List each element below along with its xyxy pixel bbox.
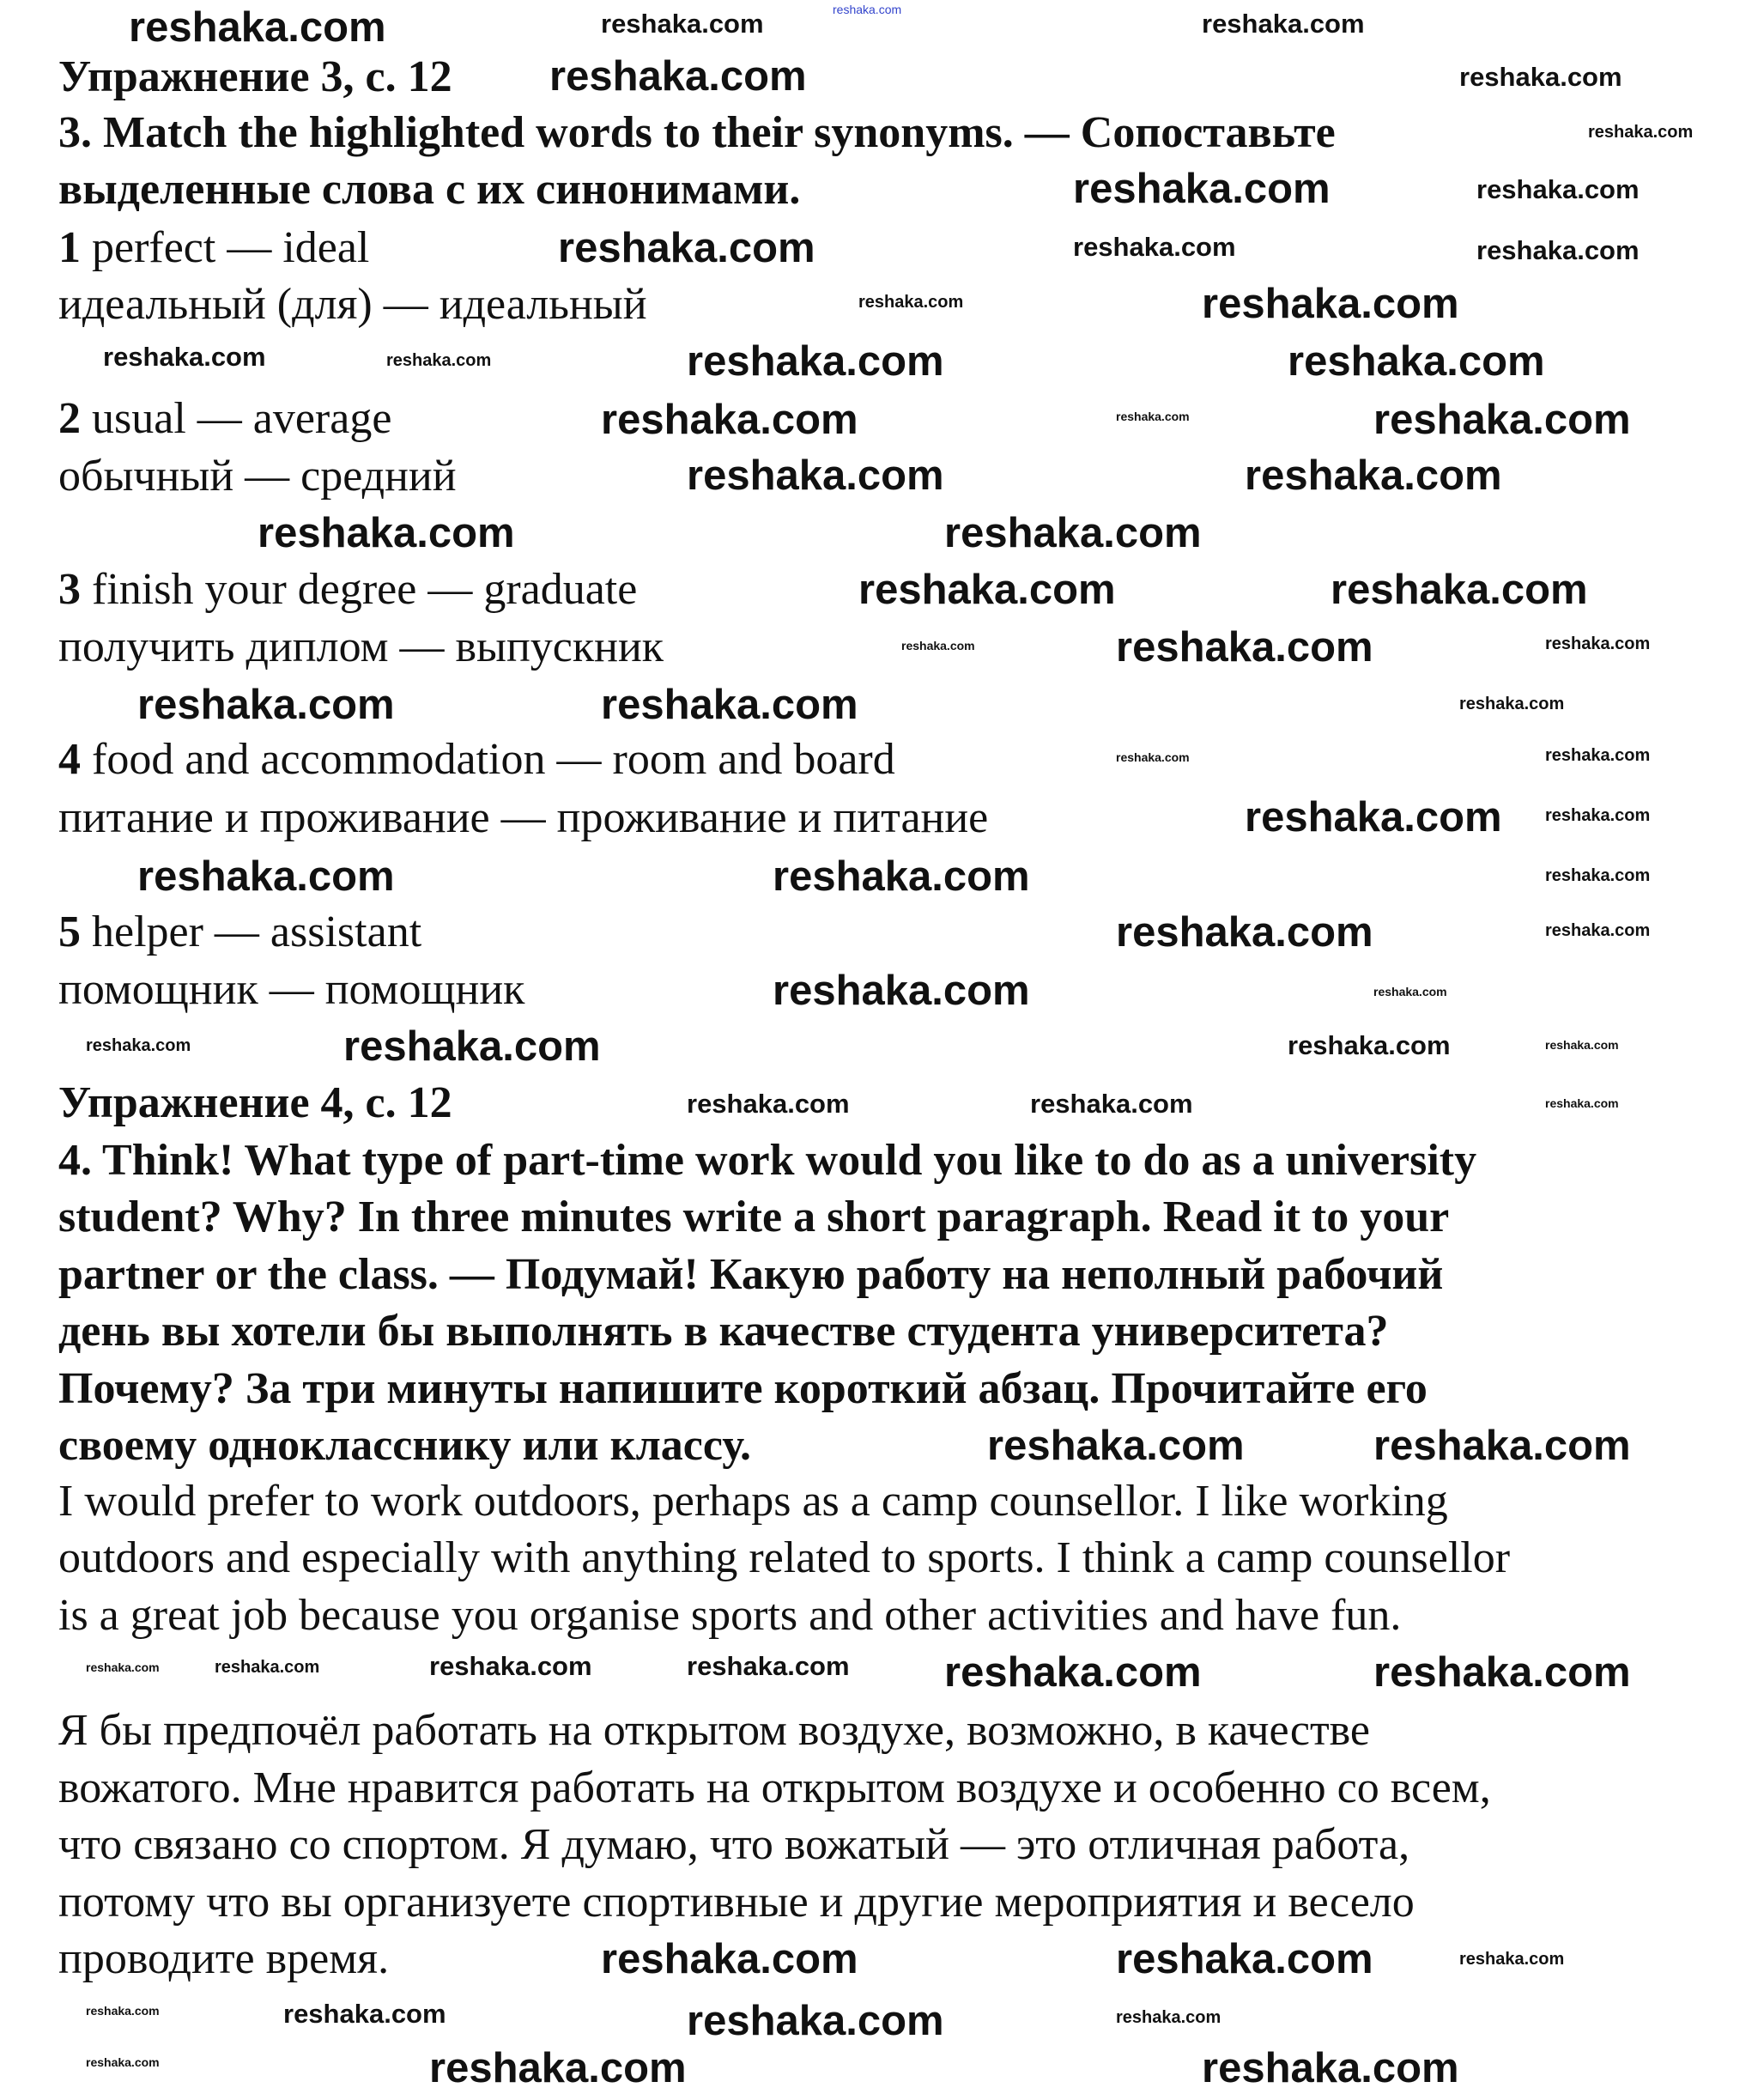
- item-number: 5: [58, 907, 81, 956]
- exercise-4-task: своему однокласснику или классу.: [58, 1421, 752, 1470]
- watermark: reshaka.com: [773, 853, 1030, 900]
- watermark: reshaka.com: [86, 1036, 191, 1055]
- watermark: reshaka.com: [549, 53, 807, 100]
- watermark: reshaka.com: [1116, 410, 1190, 423]
- watermark: reshaka.com: [137, 682, 395, 728]
- exercise-3-heading: Упражнение 3, с. 12: [58, 52, 452, 101]
- watermark: reshaka.com: [103, 342, 266, 372]
- top-watermark: reshaka.com: [833, 3, 902, 16]
- exercise-3-task: 3. Match the highlighted words to their synonyms. — Сопоставьте: [58, 108, 1336, 157]
- answer-en: I would prefer to work outdoors, perhaps as a camp counsellor. I like working: [58, 1477, 1448, 1526]
- item-ru: обычный — средний: [58, 452, 457, 501]
- watermark: reshaka.com: [1116, 750, 1190, 764]
- watermark: reshaka.com: [1459, 695, 1565, 713]
- watermark: reshaka.com: [1459, 1950, 1565, 1969]
- item-en: [58, 561, 637, 618]
- item-text: helper — assistant: [81, 907, 422, 956]
- watermark: reshaka.com: [1373, 397, 1631, 443]
- watermark: reshaka.com: [1030, 1089, 1193, 1119]
- watermark: reshaka.com: [386, 351, 492, 370]
- watermark: reshaka.com: [773, 968, 1030, 1014]
- watermark: reshaka.com: [1545, 746, 1651, 765]
- watermark: reshaka.com: [86, 2004, 160, 2018]
- watermark: reshaka.com: [1373, 1423, 1631, 1469]
- watermark: reshaka.com: [1116, 2008, 1221, 2027]
- exercise-4-heading: Упражнение 4, с. 12: [58, 1078, 452, 1127]
- item-en: [58, 220, 369, 276]
- answer-ru: потому что вы организуете спортивные и другие мероприятия и весело: [58, 1878, 1415, 1927]
- watermark: reshaka.com: [1073, 232, 1236, 262]
- watermark: reshaka.com: [1202, 9, 1365, 39]
- watermark: reshaka.com: [1545, 921, 1651, 940]
- watermark: reshaka.com: [601, 9, 764, 39]
- answer-en: outdoors and especially with anything related to sports. I think a camp counsellor: [58, 1533, 1511, 1582]
- item-number: 1: [58, 223, 81, 272]
- item-ru: питание и проживание — проживание и питание: [58, 793, 989, 842]
- watermark: reshaka.com: [687, 1651, 850, 1681]
- watermark: reshaka.com: [1116, 624, 1373, 671]
- exercise-4-task: Почему? За три минуты напишите короткий абзац. Прочитайте его: [58, 1364, 1428, 1413]
- watermark: reshaka.com: [944, 1649, 1202, 1696]
- watermark: reshaka.com: [987, 1423, 1245, 1469]
- watermark: reshaka.com: [901, 639, 975, 652]
- watermark: reshaka.com: [86, 2055, 160, 2069]
- exercise-4-task: partner or the class. — Подумай! Какую работу на неполный рабочий: [58, 1250, 1444, 1299]
- item-text: perfect — ideal: [81, 223, 370, 272]
- watermark: reshaka.com: [1116, 909, 1373, 956]
- watermark: reshaka.com: [1476, 174, 1640, 204]
- watermark: reshaka.com: [1245, 794, 1502, 841]
- watermark: reshaka.com: [1373, 1649, 1631, 1696]
- watermark: reshaka.com: [1545, 634, 1651, 653]
- watermark: reshaka.com: [601, 682, 858, 728]
- exercise-4-task: student? Why? In three minutes write a short paragraph. Read it to your: [58, 1193, 1450, 1241]
- item-text: food and accommodation — room and board: [81, 735, 895, 784]
- exercise-4-task: 4. Think! What type of part-time work would you like to do as a university: [58, 1136, 1477, 1185]
- watermark: reshaka.com: [343, 1023, 601, 1070]
- watermark: reshaka.com: [1073, 166, 1331, 212]
- item-number: 2: [58, 394, 81, 443]
- watermark: reshaka.com: [858, 293, 964, 312]
- watermark: reshaka.com: [1288, 1030, 1451, 1060]
- watermark: reshaka.com: [258, 510, 515, 556]
- watermark: reshaka.com: [1202, 281, 1459, 327]
- item-number: 3: [58, 565, 81, 614]
- watermark: reshaka.com: [558, 225, 815, 271]
- watermark: reshaka.com: [1459, 62, 1622, 92]
- watermark: reshaka.com: [1545, 1038, 1619, 1052]
- exercise-3-task: выделенные слова с их синонимами.: [58, 165, 801, 214]
- item-en: [58, 391, 391, 447]
- watermark: reshaka.com: [1373, 985, 1447, 998]
- watermark: reshaka.com: [429, 1651, 592, 1681]
- item-en: [58, 731, 895, 788]
- item-ru: получить диплом — выпускник: [58, 622, 664, 671]
- watermark: reshaka.com: [1545, 806, 1651, 825]
- watermark: reshaka.com: [1545, 1096, 1619, 1110]
- watermark: reshaka.com: [601, 1936, 858, 1982]
- watermark: reshaka.com: [215, 1658, 320, 1677]
- watermark: reshaka.com: [1476, 235, 1640, 265]
- watermark: reshaka.com: [1245, 452, 1502, 499]
- watermark: reshaka.com: [687, 452, 944, 499]
- watermark: reshaka.com: [944, 510, 1202, 556]
- watermark: reshaka.com: [429, 2045, 687, 2091]
- answer-ru: что связано со спортом. Я думаю, что вожатый — это отличная работа,: [58, 1820, 1410, 1869]
- item-text: finish your degree — graduate: [81, 565, 638, 614]
- watermark: reshaka.com: [1545, 866, 1651, 885]
- answer-en: is a great job because you organise sports and other activities and have fun.: [58, 1591, 1402, 1640]
- item-ru: помощник — помощник: [58, 965, 525, 1014]
- watermark: reshaka.com: [1288, 338, 1545, 385]
- item-text: usual — average: [81, 394, 392, 443]
- watermark: reshaka.com: [137, 853, 395, 900]
- item-ru: идеальный (для) — идеальный: [58, 280, 647, 329]
- watermark: reshaka.com: [1331, 567, 1588, 613]
- watermark: reshaka.com: [601, 397, 858, 443]
- watermark: reshaka.com: [283, 1999, 446, 2029]
- answer-ru: Я бы предпочёл работать на открытом воздухе, возможно, в качестве: [58, 1706, 1371, 1755]
- answer-ru: вожатого. Мне нравится работать на открытом воздухе и особенно со всем,: [58, 1763, 1491, 1812]
- item-number: 4: [58, 735, 81, 784]
- watermark: reshaka.com: [1116, 1936, 1373, 1982]
- item-en: [58, 904, 421, 961]
- exercise-4-task: день вы хотели бы выполнять в качестве студента университета?: [58, 1307, 1389, 1356]
- watermark: reshaka.com: [86, 1660, 160, 1674]
- watermark: reshaka.com: [1202, 2045, 1459, 2091]
- watermark: reshaka.com: [687, 338, 944, 385]
- watermark: reshaka.com: [1588, 123, 1694, 142]
- answer-ru: проводите время.: [58, 1934, 390, 1983]
- watermark: reshaka.com: [687, 1998, 944, 2044]
- watermark: reshaka.com: [687, 1089, 850, 1119]
- watermark: reshaka.com: [129, 4, 386, 51]
- watermark: reshaka.com: [858, 567, 1116, 613]
